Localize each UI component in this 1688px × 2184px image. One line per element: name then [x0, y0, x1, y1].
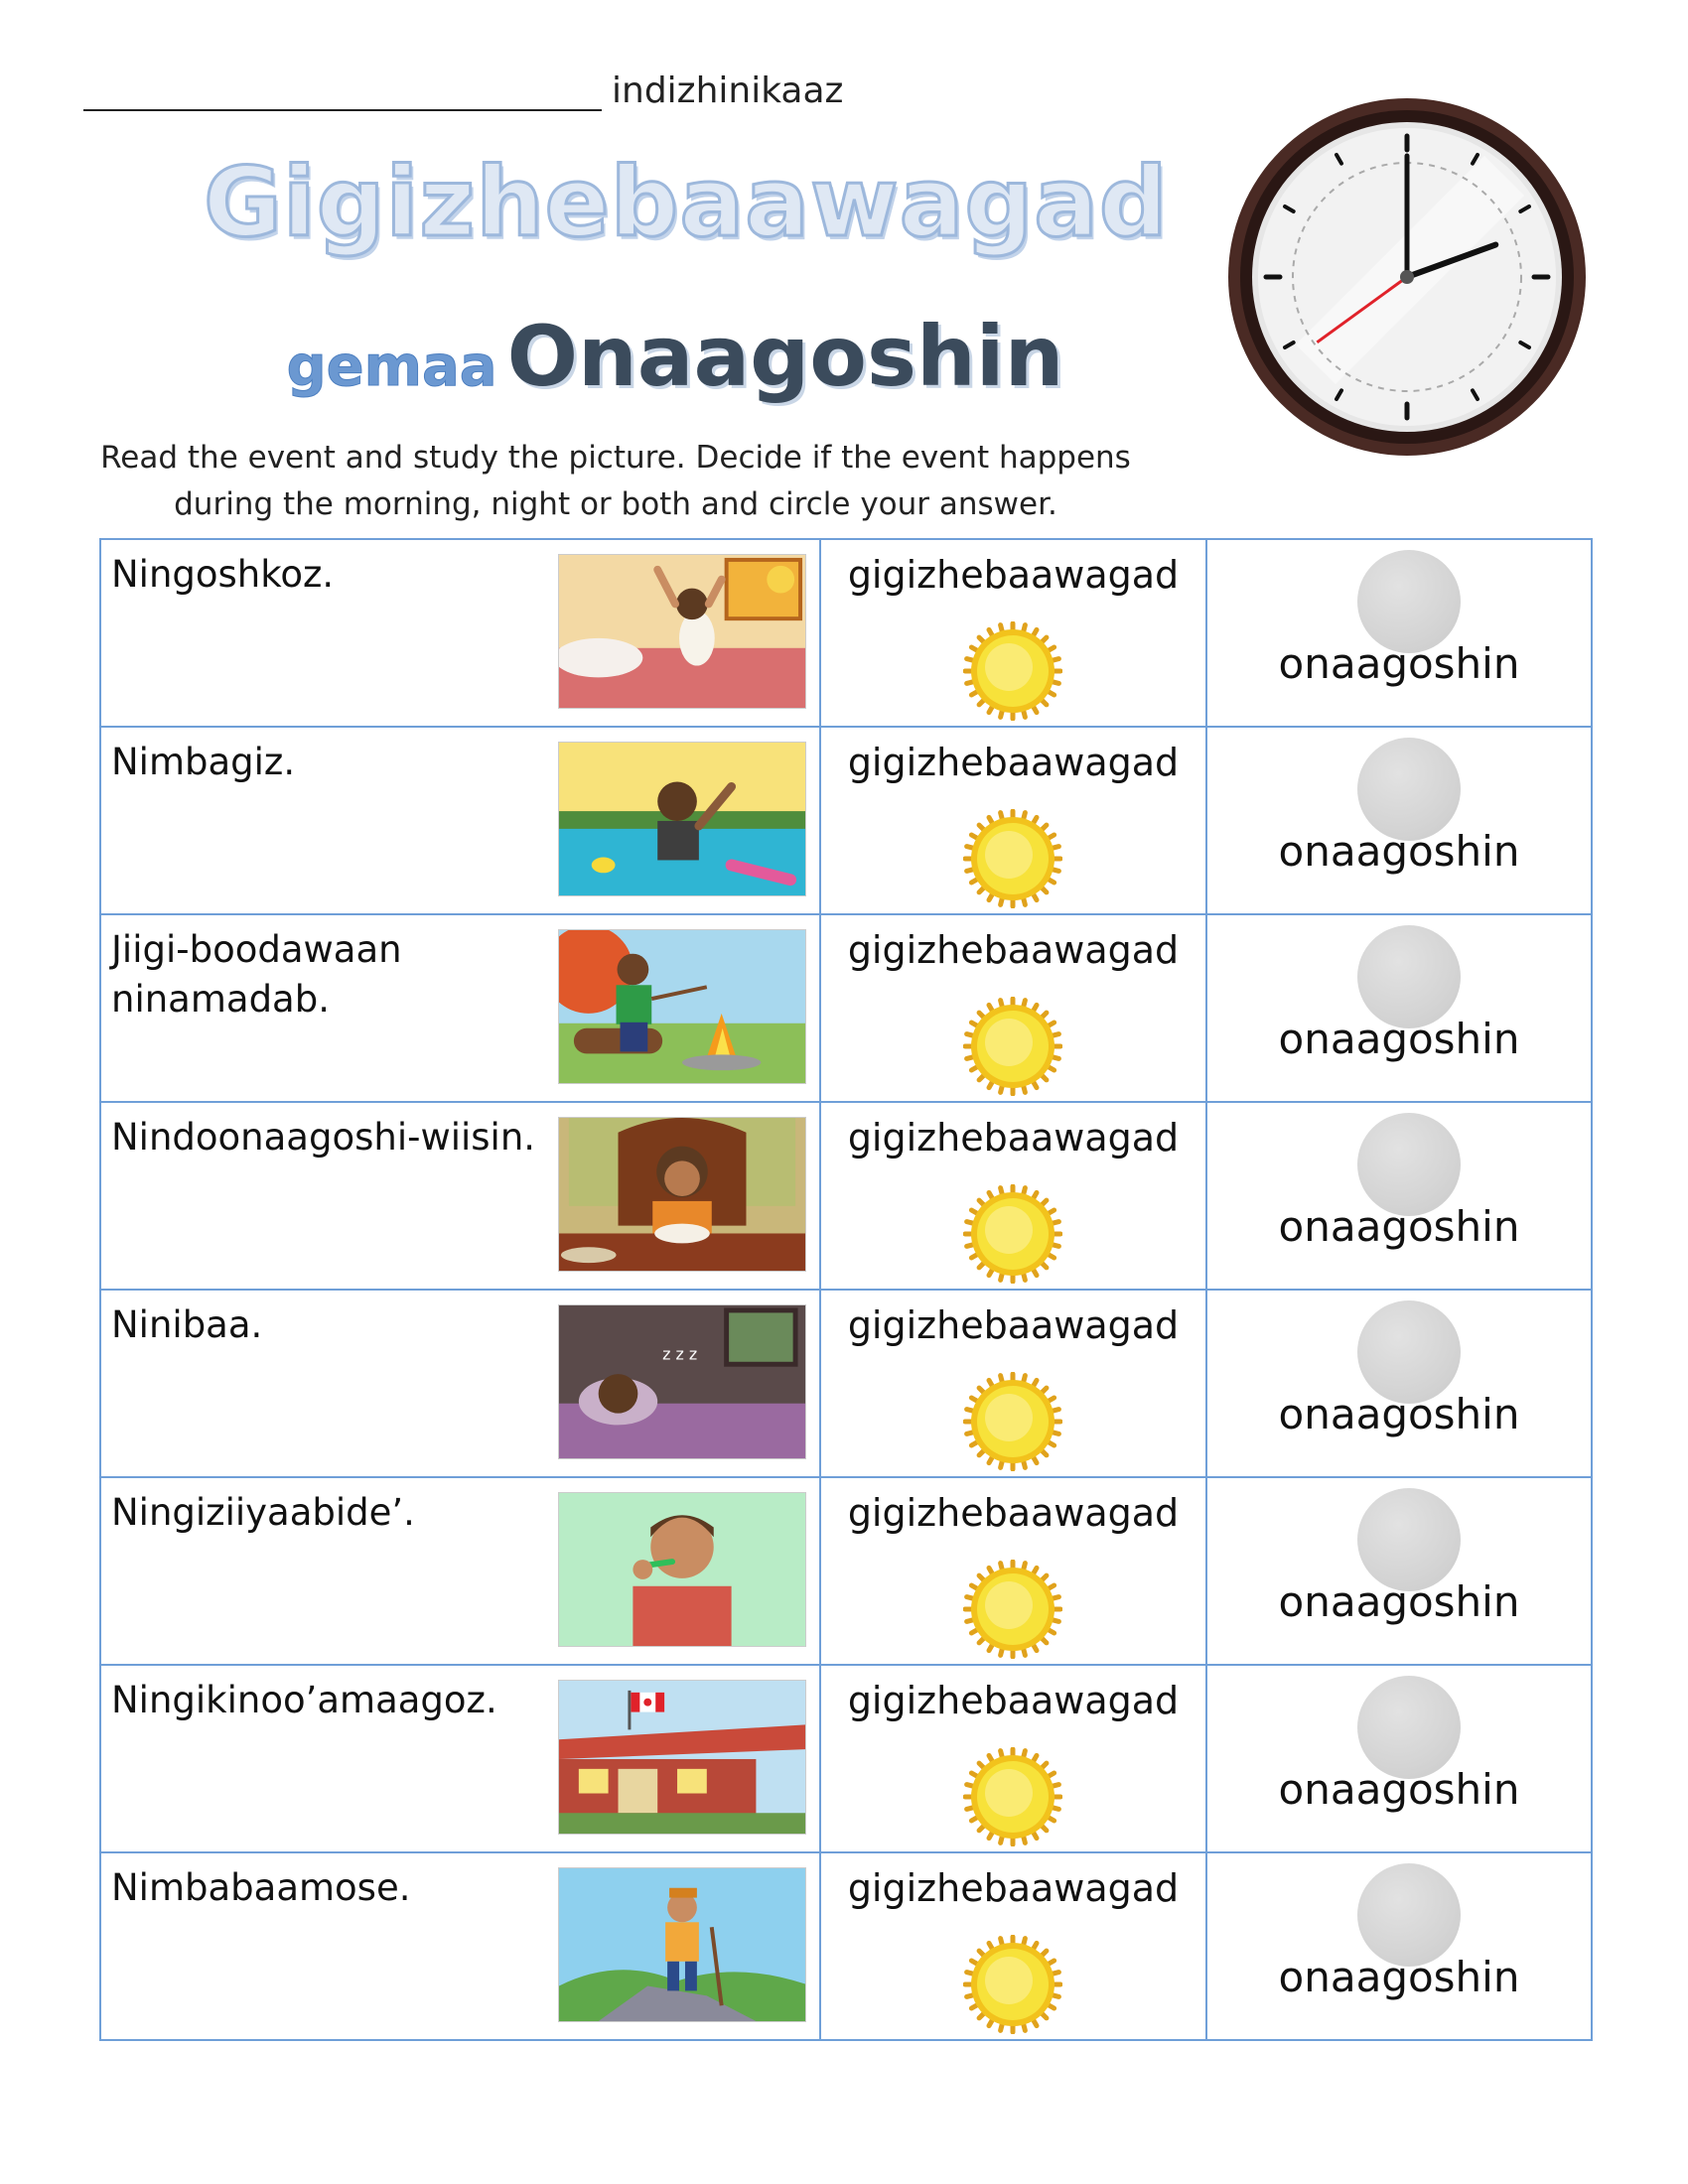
sun-icon — [963, 1372, 1062, 1471]
event-picture-eating-dinner-at-table — [558, 1117, 806, 1272]
morning-choice-label: gigizhebaawagad — [847, 1116, 1180, 1160]
night-choice[interactable] — [1206, 1477, 1592, 1665]
sun-icon — [963, 1184, 1062, 1284]
event-text: Nimbabaamose. — [111, 1866, 411, 1909]
night-choice[interactable] — [1206, 1290, 1592, 1477]
event-text: Jiigi-boodawaan ninamadab. — [111, 928, 402, 1021]
event-cell — [100, 727, 820, 914]
event-text: Ningiziiyaabide’. — [111, 1491, 415, 1534]
night-choice[interactable] — [1206, 1852, 1592, 2040]
night-choice-label: onaagoshin — [1278, 1577, 1520, 1626]
event-picture-brushing-teeth — [558, 1492, 806, 1647]
instructions-line-2: during the morning, night or both and circle your answer. — [174, 486, 1057, 522]
event-row — [100, 1290, 1592, 1477]
event-picture-school-building-with-flag — [558, 1680, 806, 1835]
sun-icon — [963, 1747, 1062, 1846]
night-choice-label: onaagoshin — [1278, 1202, 1520, 1251]
moon-icon — [1357, 1300, 1461, 1404]
morning-choice[interactable] — [820, 1852, 1206, 2040]
moon-icon — [1357, 1488, 1461, 1591]
night-choice[interactable] — [1206, 1102, 1592, 1290]
morning-choice-label: gigizhebaawagad — [847, 1679, 1180, 1722]
morning-choice[interactable] — [820, 539, 1206, 727]
morning-choice-label: gigizhebaawagad — [847, 1303, 1180, 1347]
morning-choice-label: gigizhebaawagad — [847, 1866, 1180, 1910]
name-field[interactable] — [83, 71, 843, 111]
morning-choice[interactable] — [820, 1290, 1206, 1477]
title-or: gemaa — [286, 335, 497, 399]
night-choice-label: onaagoshin — [1278, 1390, 1520, 1438]
morning-choice[interactable] — [820, 1665, 1206, 1852]
night-choice[interactable] — [1206, 1665, 1592, 1852]
title-morning: Gigizhebaawagad — [204, 147, 1169, 258]
event-cell — [100, 1665, 820, 1852]
night-choice-label: onaagoshin — [1278, 1953, 1520, 2001]
event-row — [100, 727, 1592, 914]
moon-icon — [1357, 1113, 1461, 1216]
event-picture-swimming-in-lake — [558, 742, 806, 896]
moon-icon — [1357, 1676, 1461, 1779]
morning-choice[interactable] — [820, 914, 1206, 1102]
name-blank-line[interactable] — [83, 71, 602, 111]
instructions-line-1: Read the event and study the picture. Decide if the event happens — [100, 440, 1131, 476]
night-choice-label: onaagoshin — [1278, 1015, 1520, 1063]
sun-icon — [963, 997, 1062, 1096]
event-row — [100, 539, 1592, 727]
instructions — [99, 435, 1132, 528]
moon-icon — [1357, 925, 1461, 1028]
event-cell — [100, 1852, 820, 2040]
morning-choice[interactable] — [820, 1102, 1206, 1290]
event-picture-waking-up-stretching-in-bed — [558, 554, 806, 709]
clock-icon — [1226, 96, 1588, 458]
event-cell — [100, 1290, 820, 1477]
sun-icon — [963, 621, 1062, 721]
event-text: Ningoshkoz. — [111, 553, 335, 596]
morning-choice-label: gigizhebaawagad — [847, 928, 1180, 972]
event-cell — [100, 1102, 820, 1290]
sun-icon — [963, 1560, 1062, 1659]
event-text: Nindoonaagoshi-wiisin. — [111, 1116, 536, 1159]
event-cell — [100, 539, 820, 727]
night-choice[interactable] — [1206, 727, 1592, 914]
night-choice-label: onaagoshin — [1278, 827, 1520, 876]
event-row — [100, 1477, 1592, 1665]
event-picture-sleeping-in-bed — [558, 1304, 806, 1459]
event-row — [100, 914, 1592, 1102]
name-label: indizhinikaaz — [612, 70, 844, 111]
event-row — [100, 1852, 1592, 2040]
event-text: Ningikinoo’amaagoz. — [111, 1679, 497, 1721]
event-picture-sitting-by-campfire — [558, 929, 806, 1084]
morning-choice-label: gigizhebaawagad — [847, 1491, 1180, 1535]
morning-choice-label: gigizhebaawagad — [847, 553, 1180, 597]
morning-choice-label: gigizhebaawagad — [847, 741, 1180, 784]
moon-icon — [1357, 550, 1461, 653]
event-row — [100, 1665, 1592, 1852]
event-table — [99, 538, 1593, 2041]
svg-text:z z z: z z z — [662, 1344, 698, 1364]
night-choice[interactable] — [1206, 914, 1592, 1102]
event-row — [100, 1102, 1592, 1290]
event-picture-hiking-outdoors — [558, 1867, 806, 2022]
title-night: Onaagoshin — [506, 308, 1064, 405]
sun-icon — [963, 809, 1062, 908]
event-text: Ninibaa. — [111, 1303, 263, 1346]
morning-choice[interactable] — [820, 727, 1206, 914]
title-line-2 — [228, 308, 1122, 405]
moon-icon — [1357, 1863, 1461, 1967]
night-choice-label: onaagoshin — [1278, 1765, 1520, 1814]
event-text: Nimbagiz. — [111, 741, 296, 783]
moon-icon — [1357, 738, 1461, 841]
night-choice-label: onaagoshin — [1278, 639, 1520, 688]
morning-choice[interactable] — [820, 1477, 1206, 1665]
event-cell — [100, 1477, 820, 1665]
sun-icon — [963, 1935, 1062, 2034]
night-choice[interactable] — [1206, 539, 1592, 727]
event-cell — [100, 914, 820, 1102]
